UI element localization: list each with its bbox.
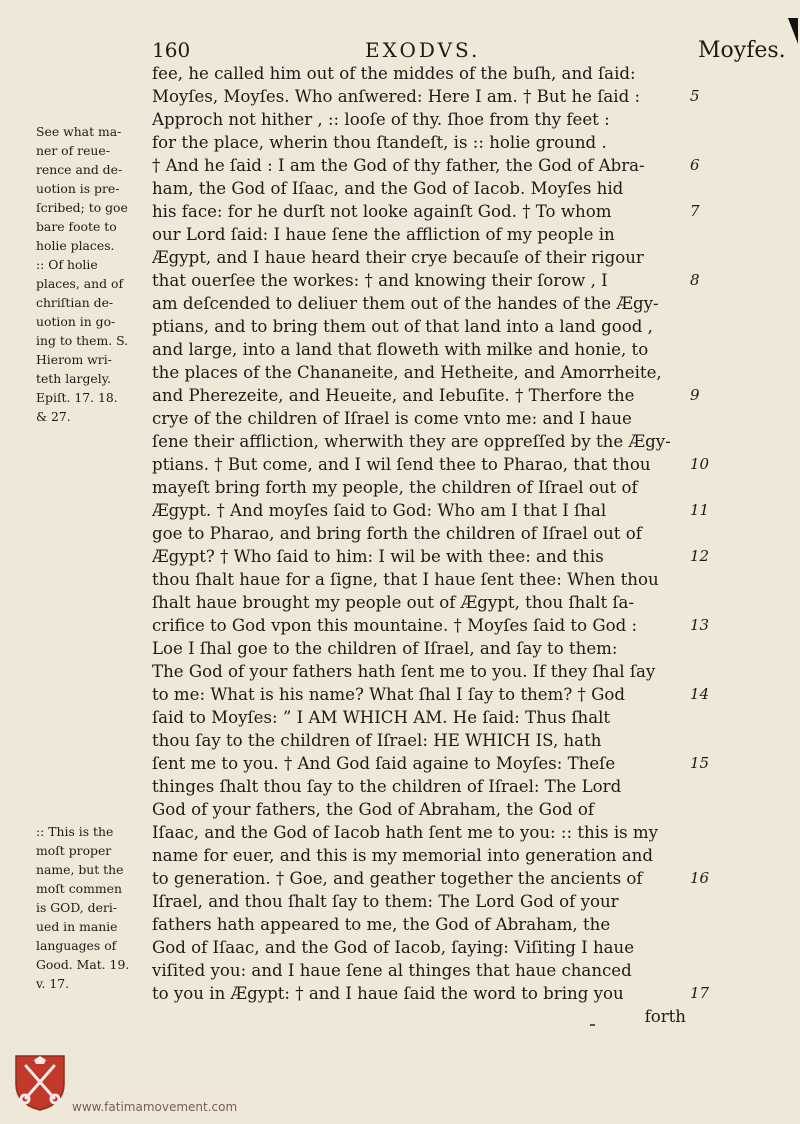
text-line: thou ſhalt haue for a ſigne, that I haue ſent thee: When thou (152, 570, 659, 589)
margin-note-line: holie places. (36, 238, 115, 253)
verse-number (690, 913, 730, 936)
margin-note-line: places, and of (36, 276, 124, 291)
website-url[interactable]: www.fatimamovement.com (72, 1100, 238, 1114)
verse-number (690, 637, 730, 660)
text-line: Ægypt? † Who ſaid to him: I wil be with thee: and this (152, 547, 604, 566)
verse-number (690, 798, 730, 821)
verse-number (690, 476, 730, 499)
margin-note-line: languages of (36, 938, 117, 953)
text-line: Moyſes, Moyſes. Who anſwered: Here I am. † But he ſaid : (152, 87, 641, 106)
text-line: goe to Pharao, and bring forth the children of Iſrael out of (152, 524, 642, 543)
text-line: thinges ſhalt thou ſay to the children of Iſrael: The Lord (152, 777, 622, 796)
margin-note-line: name, but the (36, 862, 124, 877)
verse-number (690, 407, 730, 430)
margin-note-reverence (36, 122, 154, 426)
verse-number (690, 430, 730, 453)
text-line: God of Iſaac, and the God of Iacob, ſaying: Viſiting I haue (152, 938, 635, 957)
margin-note-line: :: This is the (36, 824, 114, 839)
margin-note-line: Hierom wri- (36, 352, 112, 367)
text-line: ptians, and to bring them out of that land into a land good , (152, 317, 653, 336)
margin-note-line: ner of reue- (36, 143, 110, 158)
book-title: EXODVS. (365, 38, 481, 62)
margin-note-line: bare foote to (36, 219, 117, 234)
margin-note-line: ſcribed; to goe (36, 200, 128, 215)
margin-note-line: uotion is pre- (36, 181, 120, 196)
verse-number: 12 (690, 547, 710, 565)
verse-number (690, 177, 730, 200)
verse-number (690, 660, 730, 683)
margin-note-line: See what ma- (36, 124, 122, 139)
verse-number: 15 (690, 754, 710, 772)
text-line: crifice to God vpon this mountaine. † Moyſes ſaid to God : (152, 616, 638, 635)
text-line: thou ſay to the children of Iſrael: HE WHICH IS, hath (152, 731, 602, 750)
verse-number (690, 338, 730, 361)
text-line: name for euer, and this is my memorial into generation and (152, 846, 653, 865)
text-line: our Lord ſaid: I haue ſene the affliction of my people in (152, 225, 615, 244)
verse-number: 5 (690, 87, 700, 105)
verse-number (690, 775, 730, 798)
papal-keys-crest-icon (14, 1054, 66, 1112)
verse-number (690, 568, 730, 591)
text-line: mayeſt bring forth my people, the children of Iſrael out of (152, 478, 638, 497)
text-line: fathers hath appeared to me, the God of Abraham, the (152, 915, 611, 934)
text-line: Ægypt. † And moyſes ſaid to God: Who am I that I ſhal (152, 501, 607, 520)
text-line: ſent me to you. † And God ſaid againe to Moyſes: Theſe (152, 754, 616, 773)
text-line: to you in Ægypt: † and I haue ſaid the word to bring you (152, 984, 624, 1003)
text-line: and Pherezeite, and Heueite, and Iebuſite. † Therfore the (152, 386, 635, 405)
text-line: crye of the children of Iſrael is come vnto me: and I haue (152, 409, 632, 428)
verse-number (690, 821, 730, 844)
verse-number: 11 (690, 501, 710, 519)
verse-number (690, 729, 730, 752)
verse-number-column (690, 62, 730, 1005)
verse-number (690, 223, 730, 246)
verse-number (690, 315, 730, 338)
margin-note-line: chriſtian de- (36, 295, 114, 310)
verse-number (690, 890, 730, 913)
margin-note-line: rence and de- (36, 162, 123, 177)
text-line: ptians. † But come, and I wil ſend thee to Pharao, that thou (152, 455, 651, 474)
margin-note-line: & 27. (36, 409, 71, 424)
text-line: Iſrael, and thou ſhalt ſay to them: The Lord God of your (152, 892, 619, 911)
page-corner-mark (788, 18, 798, 44)
text-line: ſaid to Moyſes: ” I AM WHICH AM. He ſaid: Thus ſhalt (152, 708, 611, 727)
margin-note-line: moſt proper (36, 843, 112, 858)
margin-note-line: teth largely. (36, 371, 112, 386)
text-line: the places of the Chananeite, and Hetheite, and Amorrheite, (152, 363, 662, 382)
text-line: Approch not hither , :: looſe of thy. ſhoe from thy feet : (152, 110, 610, 129)
text-line: The God of your fathers hath ſent me to you. If they ſhal ſay (152, 662, 656, 681)
margin-note-line: is GOD, deri- (36, 900, 118, 915)
text-line: fee, he called him out of the middes of the buſh, and ſaid: (152, 64, 636, 83)
margin-note-line: ing to them. S. (36, 333, 129, 348)
text-line: ham, the God of Iſaac, and the God of Iacob. Moyſes hid (152, 179, 624, 198)
text-line: to me: What is his name? What ſhal I ſay to them? † God (152, 685, 625, 704)
text-line: Iſaac, and the God of Iacob hath ſent me to you: :: this is my (152, 823, 659, 842)
verse-number (690, 959, 730, 982)
verse-number: 17 (690, 984, 710, 1002)
margin-note-line: moſt commen (36, 881, 122, 896)
verse-number (690, 62, 730, 85)
verse-number: 13 (690, 616, 710, 634)
text-line: ſene their affliction, wherwith they are oppreſſed by the Ægy- (152, 432, 671, 451)
text-line: that ouerſee the workes: † and knowing their ſorow , I (152, 271, 608, 290)
page-number: 160 (152, 38, 191, 62)
verse-number (690, 844, 730, 867)
margin-note-line: uotion in go- (36, 314, 116, 329)
margin-note-line: Epiſt. 17. 18. (36, 390, 118, 405)
text-line: Ægypt, and I haue heard their crye becauſe of their rigour (152, 248, 644, 267)
margin-note-name-of-god (36, 822, 154, 993)
text-line: Loe I ſhal goe to the children of Iſrael, and ſay to them: (152, 639, 618, 658)
verse-number (690, 361, 730, 384)
verse-number: 8 (690, 271, 700, 289)
verse-number (690, 246, 730, 269)
text-line: and large, into a land that floweth with milke and honie, to (152, 340, 649, 359)
text-line: God of your fathers, the God of Abraham, the God of (152, 800, 595, 819)
margin-note-line: :: Of holie (36, 257, 98, 272)
verse-number (690, 292, 730, 315)
text-line: to generation. † Goe, and geather together the ancients of (152, 869, 643, 888)
verse-number: 14 (690, 685, 710, 703)
verse-number: 7 (690, 202, 700, 220)
verse-number: 16 (690, 869, 710, 887)
verse-number: 9 (690, 386, 700, 404)
text-line: viſited you: and I haue ſene al thinges that haue chanced (152, 961, 632, 980)
verse-number (690, 936, 730, 959)
catchword: forth (644, 1007, 686, 1026)
verse-number (690, 131, 730, 154)
margin-note-line: v. 17. (36, 976, 70, 991)
verse-number (690, 522, 730, 545)
text-line: for the place, wherin thou ſtandeſt, is :: holie ground . (152, 133, 607, 152)
text-line: am deſcended to deliuer them out of the handes of the Ægy- (152, 294, 659, 313)
verse-number (690, 108, 730, 131)
body-text (152, 62, 690, 1028)
text-line: ſhalt haue brought my people out of Ægypt, thou ſhalt ſa- (152, 593, 635, 612)
text-line: † And he ſaid : I am the God of thy father, the God of Abra- (152, 156, 645, 175)
margin-note-line: ued in manie (36, 919, 118, 934)
margin-note-line: Good. Mat. 19. (36, 957, 130, 972)
verse-number: 6 (690, 156, 700, 174)
running-head: Moyfes. (698, 38, 786, 63)
text-line: his face: for he durſt not looke againſt God. † To whom (152, 202, 612, 221)
verse-number (690, 706, 730, 729)
verse-number: 10 (690, 455, 710, 473)
ink-speck (590, 1024, 595, 1026)
verse-number (690, 591, 730, 614)
